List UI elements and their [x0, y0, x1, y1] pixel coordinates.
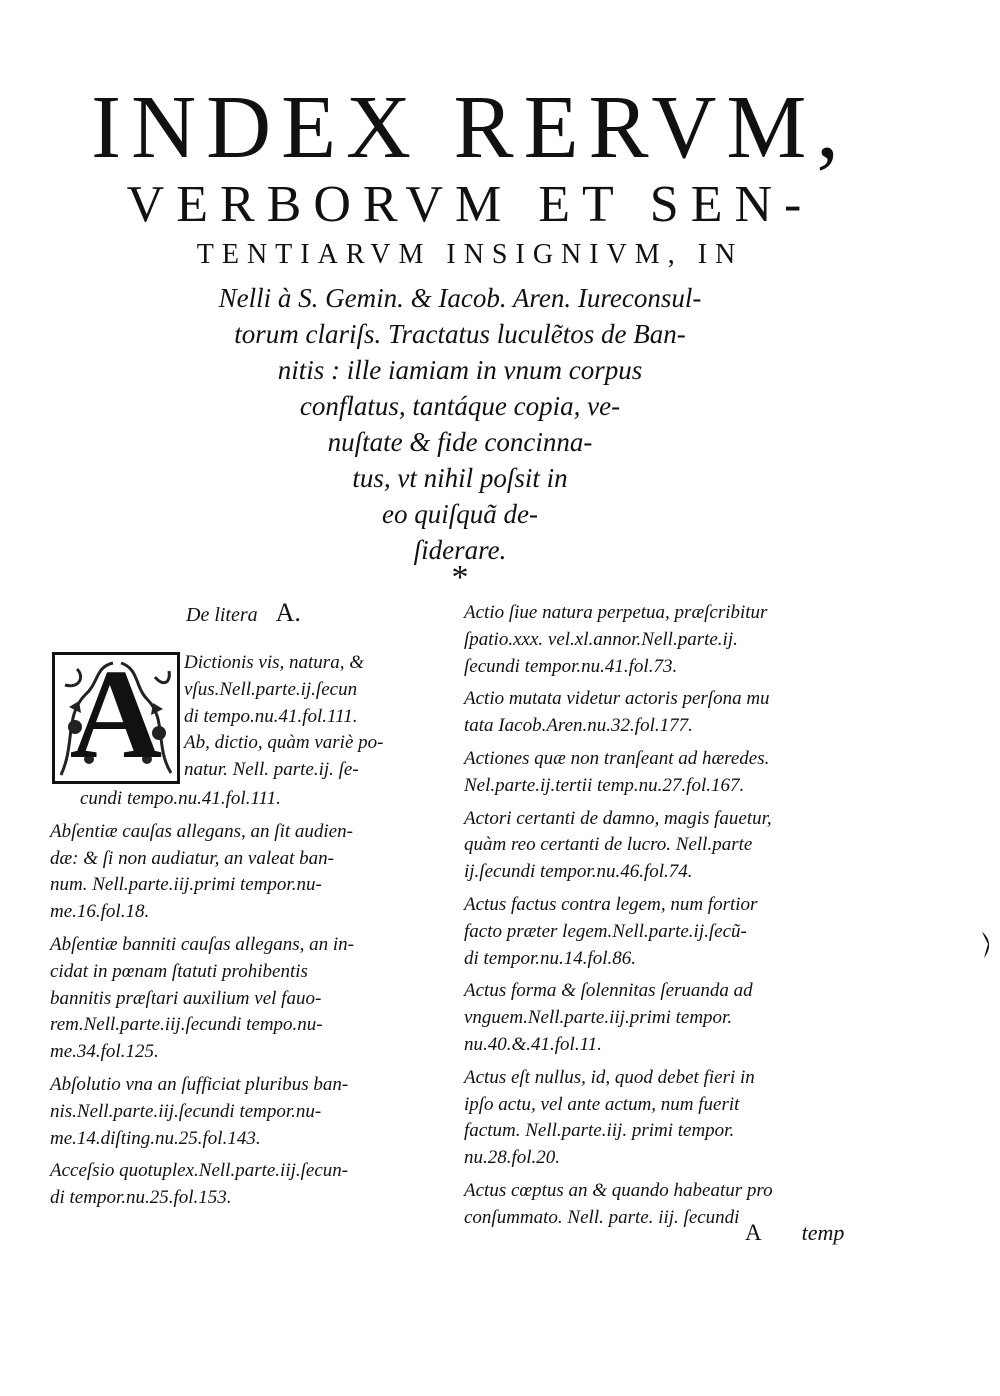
index-entry: [50, 1158, 460, 1212]
entry-line: factum. Nell.parte.iij. primi tempor.: [464, 1120, 735, 1142]
entry-line: ij.ſecundi tempor.nu.46.fol.74.: [464, 861, 693, 883]
index-entry: [464, 978, 896, 1058]
entry-line: nu.28.fol.20.: [464, 1147, 561, 1169]
index-entry: [464, 600, 896, 680]
entry-line: Ab, dictio, quàm variè po-: [184, 732, 384, 754]
entry-line: me.16.fol.18.: [50, 901, 150, 923]
entry-line: Actus forma & ſolennitas ſeruanda ad: [464, 980, 753, 1002]
entry-line: me.34.fol.125.: [50, 1041, 159, 1063]
entry-line: natur. Nell. parte.ij. ſe-: [184, 759, 359, 781]
entry-line: Actus eſt nullus, id, quod debet fieri in: [464, 1066, 755, 1088]
section-heading-letter: A.: [275, 598, 301, 627]
entry-line: Abſentiæ banniti cauſas allegans, an in-: [50, 933, 354, 955]
drop-cap-letter: A: [69, 643, 163, 785]
title-line-2: VERBORVM ET SEN-: [126, 176, 814, 233]
intro-line: torum clariſs. Tractatus luculẽtos de Ban-: [234, 319, 686, 349]
entry-line: Actio ſiue natura perpetua, præſcribitur: [464, 602, 768, 623]
entry-line: Actus factus contra legem, num fortior: [464, 893, 758, 915]
decorated-initial-icon: [52, 643, 180, 785]
title-line-3: TENTIARVM INSIGNIVM, IN: [196, 239, 744, 270]
section-heading-label: De litera: [186, 604, 258, 626]
catchword: temp: [801, 1220, 845, 1245]
entry-line: Actori certanti de damno, magis fauetur,: [464, 807, 772, 829]
index-entry: [50, 819, 460, 926]
entry-line: Actio mutata videtur actoris perſona mu: [464, 688, 770, 710]
index-entry: [50, 1072, 460, 1152]
entry-line: tata Iacob.Aren.nu.32.fol.177.: [464, 715, 693, 737]
intro-line: Nelli à S. Gemin. & Iacob. Aren. Iureconsul-: [218, 283, 702, 313]
left-column: [50, 600, 460, 1218]
drop-cap-block: [50, 643, 460, 786]
index-entry: [50, 932, 460, 1066]
drop-cap-entries: [184, 650, 460, 784]
entry-line: Abſentiæ cauſas allegans, an ſit audien-: [50, 820, 353, 842]
entry-line: Nel.parte.ij.tertii temp.nu.27.fol.167.: [464, 774, 745, 796]
entry-line: cundi tempo.nu.41.fol.111.: [80, 788, 281, 809]
entry-line: Abſolutio vna an ſufficiat pluribus ban-: [50, 1073, 349, 1095]
entry-line: di tempor.nu.14.fol.86.: [464, 947, 637, 969]
entry-line: nu.40.&.41.fol.11.: [464, 1033, 602, 1055]
intro-line: tus, vt nihil poſsit in: [352, 463, 568, 493]
entry-line: Actiones quæ non tranſeant ad hæredes.: [464, 747, 770, 769]
index-entry: [464, 806, 896, 886]
entry-line: vſus.Nell.parte.ij.ſecun: [184, 678, 358, 700]
intro-paragraph: [130, 280, 790, 568]
signature-mark: A: [745, 1220, 762, 1245]
entry-line: ſecundi tempor.nu.41.fol.73.: [464, 655, 678, 677]
entry-line: rem.Nell.parte.iij.ſecundi tempo.nu-: [50, 1014, 323, 1036]
entry-line: vnguem.Nell.parte.iij.primi tempor.: [464, 1007, 733, 1029]
index-entry: [464, 1065, 896, 1172]
index-entry: [464, 892, 896, 972]
page-footer: [745, 1220, 895, 1246]
entry-line: me.14.diſting.nu.25.fol.143.: [50, 1127, 261, 1149]
intro-line: eo quiſquã de-: [382, 499, 538, 529]
entry-line: facto præter legem.Nell.parte.ij.ſecũ-: [464, 920, 747, 942]
title-line-1: INDEX RERVM,: [91, 78, 849, 177]
ornament-asterisk: *: [451, 559, 469, 596]
entry-line: nis.Nell.parte.iij.ſecundi tempor.nu-: [50, 1100, 322, 1122]
entry-line: conſummato. Nell. parte. iij. ſecundi: [464, 1206, 740, 1228]
entry-line: di tempo.nu.41.fol.111.: [184, 705, 358, 727]
entry-line: Acceſsio quotuplex.Nell.parte.iij.ſecun-: [50, 1160, 349, 1182]
entry-line: ſpatio.xxx. vel.xl.annor.Nell.parte.ij.: [464, 628, 738, 650]
intro-line: nitis : ille iamiam in vnum corpus: [277, 355, 643, 385]
right-column: [464, 600, 896, 1238]
entry-line: ipſo actu, vel ante actum, num fuerit: [464, 1093, 740, 1115]
intro-line: ſiderare.: [413, 535, 507, 565]
page-edge-mark-icon: [980, 930, 994, 960]
index-entry: [464, 686, 896, 740]
entry-line: di tempor.nu.25.fol.153.: [50, 1187, 232, 1209]
entry-line: dæ: & ſi non audiatur, an valeat ban-: [50, 847, 334, 869]
index-entry: [464, 746, 896, 800]
entry-line: Dictionis vis, natura, &: [184, 652, 364, 673]
drop-entry-continuation: [50, 786, 460, 813]
entry-line: quàm reo certanti de lucro. Nell.parte: [464, 834, 753, 856]
entry-line: bannitis præſtari auxilium vel fauo-: [50, 987, 322, 1009]
entry-line: Actus cœptus an & quando habeatur pro: [464, 1179, 773, 1201]
entry-line: cidat in pœnam ſtatuti prohibentis: [50, 960, 308, 982]
section-heading: [50, 600, 460, 628]
intro-line: nuſtate & fide concinna-: [327, 427, 593, 457]
intro-line: conflatus, tantáque copia, ve-: [299, 391, 621, 421]
entry-line: num. Nell.parte.iij.primi tempor.nu-: [50, 874, 322, 896]
